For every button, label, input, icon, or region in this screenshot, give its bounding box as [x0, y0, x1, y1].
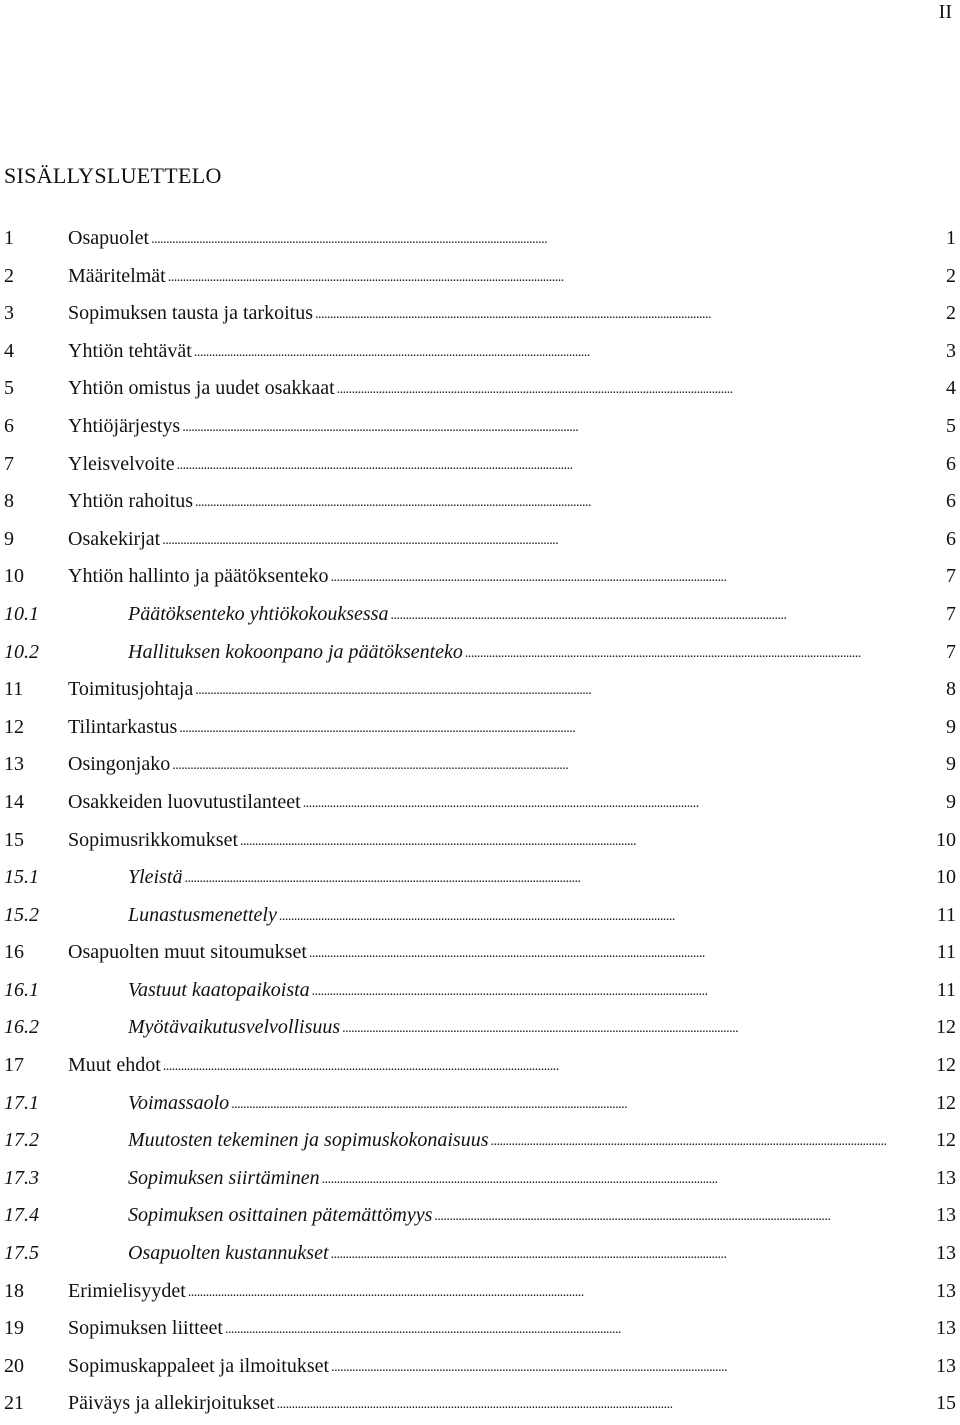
toc-entry-number: 16 — [4, 941, 24, 964]
toc-entry[interactable] — [4, 448, 956, 486]
toc-entry-page: 6 — [946, 452, 956, 475]
toc-entry[interactable] — [4, 523, 956, 561]
toc-entry-number: 17 — [4, 1054, 24, 1077]
toc-entry-number: 16.1 — [4, 978, 39, 1001]
toc-entry-page: 7 — [946, 640, 956, 663]
toc-entry[interactable] — [4, 297, 956, 335]
toc-entry[interactable] — [4, 1049, 956, 1087]
toc-entry-page: 13 — [936, 1317, 956, 1340]
toc-entry-title: Yhtiön hallinto ja päätöksenteko — [68, 565, 329, 588]
toc-subentry[interactable] — [4, 1087, 956, 1125]
toc-entry[interactable] — [4, 936, 956, 974]
dot-leader — [179, 710, 942, 745]
dot-leader — [168, 259, 942, 294]
toc-entry-title: Osapuolet — [68, 227, 150, 249]
page-number: II — [938, 1, 952, 23]
toc-entry[interactable] — [4, 1275, 956, 1313]
toc-entry-page: 13 — [936, 1166, 956, 1189]
toc-heading: SISÄLLYSLUETTELO — [4, 163, 222, 188]
toc-entry-number: 17.2 — [4, 1129, 39, 1152]
dot-leader — [331, 559, 943, 594]
toc-subentry[interactable] — [4, 1011, 956, 1049]
dot-leader — [195, 484, 942, 519]
dot-leader — [188, 1274, 932, 1309]
toc-entry[interactable] — [4, 222, 956, 260]
toc-entry-title: Osakekirjat — [68, 527, 161, 550]
toc-entry-number: 4 — [4, 339, 14, 362]
toc-entry-title: Määritelmät — [68, 264, 166, 287]
toc-entry-page: 10 — [936, 866, 956, 889]
toc-subentry[interactable] — [4, 899, 956, 937]
toc-entry-number: 8 — [4, 490, 14, 513]
dot-leader — [465, 635, 942, 670]
toc-entry-number: 3 — [4, 302, 14, 325]
toc-entry-number: 15 — [4, 828, 24, 851]
toc-entry-page: 6 — [946, 527, 956, 550]
toc-entry-number: 17.3 — [4, 1166, 39, 1189]
toc-entry[interactable] — [4, 335, 956, 373]
dot-leader — [312, 973, 933, 1008]
toc-entry-number: 5 — [4, 377, 14, 400]
toc-entry[interactable] — [4, 410, 956, 448]
toc-entry-page: 4 — [946, 377, 956, 400]
toc-entry-page: 9 — [946, 790, 956, 813]
toc-entry[interactable] — [4, 1350, 956, 1388]
toc-entry-title: Muutosten tekeminen ja sopimuskokonaisuus — [128, 1129, 489, 1152]
toc-entry-title: Sopimuskappaleet ja ilmoitukset — [68, 1354, 330, 1377]
toc-entry-page: 3 — [946, 339, 956, 362]
toc-entry[interactable] — [4, 1312, 956, 1350]
toc-entry[interactable] — [4, 748, 956, 786]
toc-entry-title: Vastuut kaatopaikoista — [128, 978, 310, 1001]
toc-entry-page: 9 — [946, 715, 956, 738]
toc-entry-number: 6 — [4, 414, 14, 437]
toc-entry-number: 10.2 — [4, 640, 39, 663]
toc-entry-title: Sopimuksen osittainen pätemättömyys — [128, 1204, 433, 1227]
toc-entry-number: 12 — [4, 715, 24, 738]
toc-entry[interactable] — [4, 673, 956, 711]
toc-entry-page: 13 — [936, 1204, 956, 1227]
dot-leader — [331, 1349, 932, 1384]
toc-entry-title: Osakkeiden luovutustilanteet — [68, 790, 301, 813]
toc-entry-page: 7 — [946, 565, 956, 588]
dot-leader — [231, 1086, 932, 1121]
toc-entry-page: 13 — [936, 1354, 956, 1377]
toc-entry-title: Erimielisyydet — [68, 1279, 186, 1302]
toc-subentry[interactable] — [4, 974, 956, 1012]
toc-entry-page: 8 — [946, 678, 956, 701]
toc-entry-page: 5 — [946, 414, 956, 437]
toc-entry-title: Sopimuksen tausta ja tarkoitus — [68, 302, 313, 325]
dot-leader — [225, 1311, 932, 1346]
dot-leader — [172, 747, 942, 782]
toc-entry-number: 17.1 — [4, 1091, 39, 1114]
toc-entry-number: 19 — [4, 1317, 24, 1340]
toc-entry-page: 2 — [946, 264, 956, 287]
toc-entry-title: Päiväys ja allekirjoitukset — [68, 1392, 275, 1415]
toc-entry-number: 13 — [4, 753, 24, 776]
toc-entry-number: 10.1 — [4, 602, 39, 625]
toc-entry-title: Lunastusmenettely — [128, 903, 277, 926]
toc-entry[interactable] — [4, 786, 956, 824]
dot-leader — [195, 672, 942, 707]
dot-leader — [309, 935, 933, 970]
toc-entry-page: 13 — [936, 1242, 956, 1265]
dot-leader — [331, 1236, 932, 1271]
toc-entry-page: 1 — [946, 227, 956, 249]
toc-entry-title: Muut ehdot — [68, 1054, 161, 1077]
toc-entry[interactable] — [4, 711, 956, 749]
dot-leader — [162, 522, 942, 557]
dot-leader — [151, 221, 942, 256]
toc-subentry[interactable] — [4, 861, 956, 899]
toc-entry-number: 1 — [4, 227, 14, 249]
toc-subentry[interactable] — [4, 636, 956, 674]
toc-entry-title: Hallituksen kokoonpano ja päätöksenteko — [128, 640, 463, 663]
toc-entry[interactable] — [4, 372, 956, 410]
dot-leader — [390, 597, 942, 632]
toc-entry-page: 12 — [936, 1016, 956, 1039]
toc-entry-title: Osapuolten kustannukset — [128, 1242, 329, 1265]
toc-entry-title: Toimitusjohtaja — [68, 678, 194, 701]
dot-leader — [279, 898, 933, 933]
toc-entry-number: 10 — [4, 565, 24, 588]
toc-subentry[interactable] — [4, 1199, 956, 1237]
toc-subentry[interactable] — [4, 1237, 956, 1275]
toc-entry-number: 14 — [4, 790, 24, 813]
dot-leader — [434, 1198, 932, 1233]
toc-entry-number: 20 — [4, 1354, 24, 1377]
toc-subentry[interactable] — [4, 1162, 956, 1200]
dot-leader — [184, 860, 932, 895]
toc-entry-number: 16.2 — [4, 1016, 39, 1039]
toc-entry[interactable] — [4, 485, 956, 523]
dot-leader — [177, 447, 942, 482]
dot-leader — [163, 1048, 932, 1083]
toc-entry-number: 7 — [4, 452, 14, 475]
toc-entry-number: 15.2 — [4, 903, 39, 926]
toc-entry[interactable] — [4, 1387, 956, 1425]
toc-entry-number: 2 — [4, 264, 14, 287]
toc-entry-number: 17.4 — [4, 1204, 39, 1227]
toc-entry-number: 11 — [4, 678, 24, 701]
toc-entry-title: Sopimusrikkomukset — [68, 828, 239, 851]
dot-leader — [322, 1161, 932, 1196]
toc-entry-page: 12 — [936, 1054, 956, 1077]
toc-entry-page: 12 — [936, 1129, 956, 1152]
dot-leader — [182, 409, 942, 444]
dot-leader — [337, 371, 942, 406]
toc-entry-page: 10 — [936, 828, 956, 851]
dot-leader — [303, 785, 942, 820]
dot-leader — [194, 334, 942, 369]
toc-entry[interactable] — [4, 560, 956, 598]
toc-entry-title: Tilintarkastus — [68, 715, 178, 738]
dot-leader — [277, 1386, 932, 1421]
toc-entry-page: 15 — [936, 1392, 956, 1415]
toc-entry-title: Yleisvelvoite — [68, 452, 175, 475]
toc-entry-title: Voimassaolo — [128, 1091, 230, 1114]
toc-entry-title: Sopimuksen liitteet — [68, 1317, 223, 1340]
toc-entry-page: 12 — [936, 1091, 956, 1114]
toc-entry-page: 2 — [946, 302, 956, 325]
toc-entry[interactable] — [4, 824, 956, 862]
toc-entry-title: Yhtiön tehtävät — [68, 339, 192, 362]
toc-subentry[interactable] — [4, 1124, 956, 1162]
toc-entry-page: 11 — [936, 978, 956, 1001]
toc-entry-page: 11 — [936, 903, 956, 926]
toc-entry-title: Yhtiön omistus ja uudet osakkaat — [68, 377, 335, 400]
toc-entry-page: 7 — [946, 602, 956, 625]
toc-entry-number: 21 — [4, 1392, 24, 1415]
toc-entry-title: Yhtiön rahoitus — [68, 490, 193, 513]
table-of-contents — [4, 222, 956, 1425]
toc-entry-number: 15.1 — [4, 866, 39, 889]
toc-entry-title: Päätöksenteko yhtiökokouksessa — [128, 602, 389, 625]
toc-entry-page: 13 — [936, 1279, 956, 1302]
dot-leader — [315, 296, 942, 331]
dot-leader — [240, 823, 932, 858]
toc-entry-title: Yhtiöjärjestys — [68, 414, 181, 437]
toc-entry-title: Osingonjako — [68, 753, 171, 776]
toc-entry-title: Yleistä — [128, 866, 183, 889]
toc-entry-title: Osapuolten muut sitoumukset — [68, 941, 307, 964]
toc-entry-number: 9 — [4, 527, 14, 550]
toc-entry-number: 18 — [4, 1279, 24, 1302]
dot-leader — [491, 1123, 933, 1158]
toc-entry[interactable] — [4, 260, 956, 298]
toc-entry-number: 17.5 — [4, 1242, 39, 1265]
toc-entry-page: 6 — [946, 490, 956, 513]
toc-entry-page: 11 — [936, 941, 956, 964]
dot-leader — [342, 1010, 932, 1045]
toc-subentry[interactable] — [4, 598, 956, 636]
toc-entry-page: 9 — [946, 753, 956, 776]
toc-entry-title: Myötävaikutusvelvollisuus — [128, 1016, 341, 1039]
toc-entry-title: Sopimuksen siirtäminen — [128, 1166, 320, 1189]
